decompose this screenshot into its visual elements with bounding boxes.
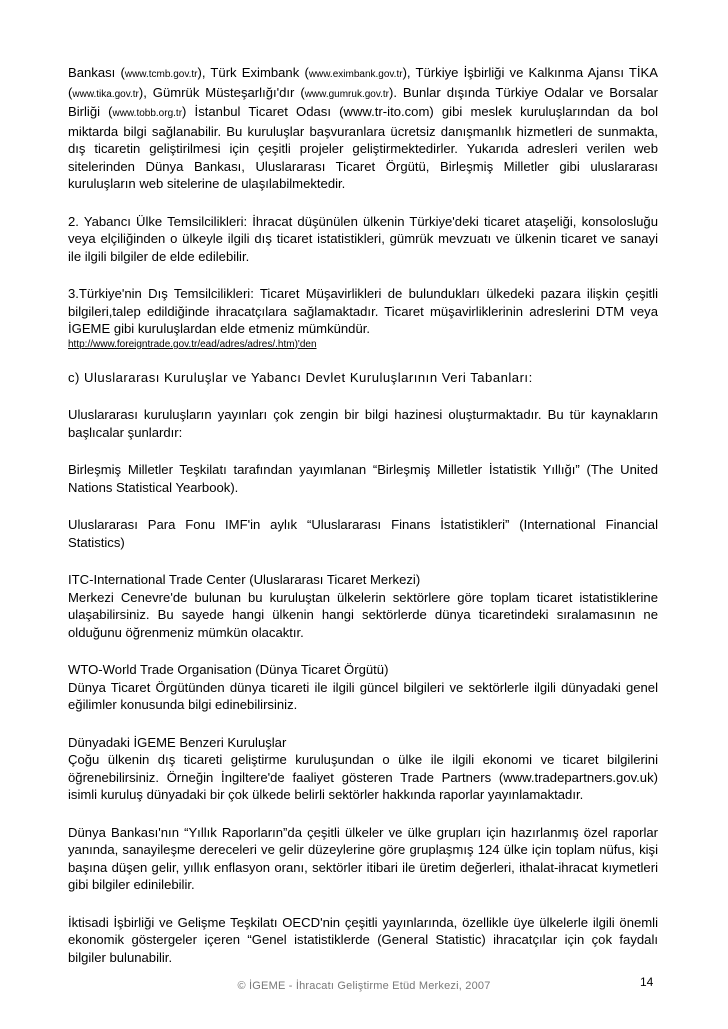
paragraph-wto [68,661,658,714]
paragraph-foreign-representations: 2. Yabancı Ülke Temsilcilikleri: İhracat düşünülen ülkenin Türkiye'deki ticaret ataşeliği, konsolosluğu veya elçiliğinden o ülkeyle ilgili dış ticaret istatistikleri, gümrük mevzuatı ve ülkenin ticaret ve sanayi ile ilgili bilgiler de elde edilebilir. [68,213,658,264]
paragraph-institutions [68,64,658,193]
text-run: ). Bunlar dışında Türkiye Odalar ve Borsalar Birliği ( [68,84,658,119]
paragraph-imf-statistics: Uluslararası Para Fonu IMF'in aylık “Uluslararası Finans İstatistikleri” (International Financial Statistics) [68,517,658,550]
igeme-text: Çoğu ülkenin dış ticareti geliştirme kuruluşundan o ülke ile ilgili ekonomi ve ticaret bilgilerini öğrenebilirsiniz. Örneğin İngiltere'de faaliyet gösteren Trade Partners (www.tradepartners.gov.uk) isimli kuruluş dünyadaki bir çok ülkede belirli sektörler hakkında raporlar yayınlamaktadır. [68,752,658,802]
wto-title: WTO-World Trade Organisation (Dünya Ticaret Örgütü) [68,662,389,677]
text-run: ) İstanbul Ticaret Odası (www.tr-ito.com) gibi meslek kuruluşlarından da bol miktarda bilgi sağlanabilir. Bu kuruluşlar başvuranlara ücretsiz danışmanlık hizmetleri de sunmakta, dış ticaretin geliştirilmesi için çeşitli projeler geliştirmektedirler. Yukarıda adresleri verilen web sitelerinden Dünya Bankası, Uluslararası Ticaret Örgütü, Birleşmiş Milletler gibi uluslararası kuruluşların web sitelerine de ulaşılabilmektedir. [68,104,658,191]
paragraph-turkish-representations [68,285,658,351]
itc-title: ITC-International Trade Center (Uluslararası Ticaret Merkezi) [68,572,421,587]
paragraph-world-bank: Dünya Bankası'nın “Yıllık Raporların”da çeşitli ülkeler ve ülke grupları için hazırlanmış özel raporlar yanında, sanayileşme dereceleri ve gelir düzeylerine göre gruplaşmış 124 ülke için toplam nüfus, kişi başına düşen gelir, yıllık enflasyon oranı, sektörler itibari ile üretim değerleri, ithalat-ihracat kıymetleri gibi bilgiler edinilebilir. [68,824,658,892]
document-body [68,64,658,966]
text-run: ), Türkiye İşbirliği ve Kalkınma Ajansı TİKA ( [68,65,659,100]
link-tcmb[interactable]: www.tcmb.gov.tr [124,69,198,80]
igeme-title: Dünyadaki İGEME Benzeri Kuruluşlar [68,734,287,750]
text-run: ), Gümrük Müsteşarlığı'dır ( [138,84,305,100]
paragraph-itc [68,571,658,641]
paragraph-intl-publications: Uluslararası kuruluşların yayınları çok zengin bir bilgi hazinesi oluşturmaktadır. Bu tür kaynakların başlıcalar şunlardır: [68,407,658,440]
section-heading-c: c) Uluslararası Kuruluşlar ve Yabancı Devlet Kuruluşlarının Veri Tabanları: [68,369,533,385]
page-footer: © İGEME - İhracatı Geliştirme Etüd Merkezi, 2007 [237,980,491,992]
text-run: 3.Türkiye'nin Dış Temsilcilikleri: Ticaret Müşavirlikleri de bulundukları ülkedeki pazara ilişkin çeşitli bilgileri,talep edildiğinde ihracatçılara sağlamaktadır. Ticaret müşavirliklerinin adreslerini DTM veya İGEME gibi kuruluşlardan elde etmeniz mümkündür. [68,286,658,336]
paragraph-oecd: İktisadi İşbirliği ve Gelişme Teşkilatı OECD'nin çeşitli yayınlarında, özellikle üye ülkelerle ilgili önemli ekonomik göstergeler içeren “Genel istatistiklerde (General Statistic) ihracatçılar için çok faydalı bilgiler bulunabilir. [68,914,658,965]
link-gumruk[interactable]: www.gumruk.gov.tr [304,88,389,100]
link-eximbank[interactable]: www.eximbank.gov.tr [308,69,403,80]
link-tobb[interactable]: www.tobb.org.tr [112,108,183,119]
text-run: ), Türk Eximbank ( [197,65,309,80]
wto-text: Dünya Ticaret Örgütünden dünya ticareti ile ilgili güncel bilgileri ve sektörlerle ilgili dünyadaki genel eğilimler konusunda bilgi edinebilirsiniz. [68,679,658,712]
link-foreigntrade[interactable]: http://www.foreigntrade.gov.tr/ead/adres/adres/.htm)'den [68,338,317,350]
text-run: Bankası ( [68,65,125,80]
itc-text: Merkezi Cenevre'de bulunan bu kuruluştan ülkelerin sektörlere göre toplam ticaret istatistiklerine ulaşabilirsiniz. Bu sayede hangi ülkenin hangi sektörlerde dünya ticaretindeki sıralamasının ne olduğunu öğrenmeniz mümkün olacaktır. [68,589,658,640]
paragraph-un-yearbook: Birleşmiş Milletler Teşkilatı tarafından yayımlanan “Birleşmiş Milletler İstatistik Yıllığı” (The United Nations Statistical Yearbook). [68,462,658,495]
link-tika[interactable]: www.tika.gov.tr [72,88,139,100]
page-number: 14 [640,975,654,989]
paragraph-igeme-equivalents [68,734,658,804]
